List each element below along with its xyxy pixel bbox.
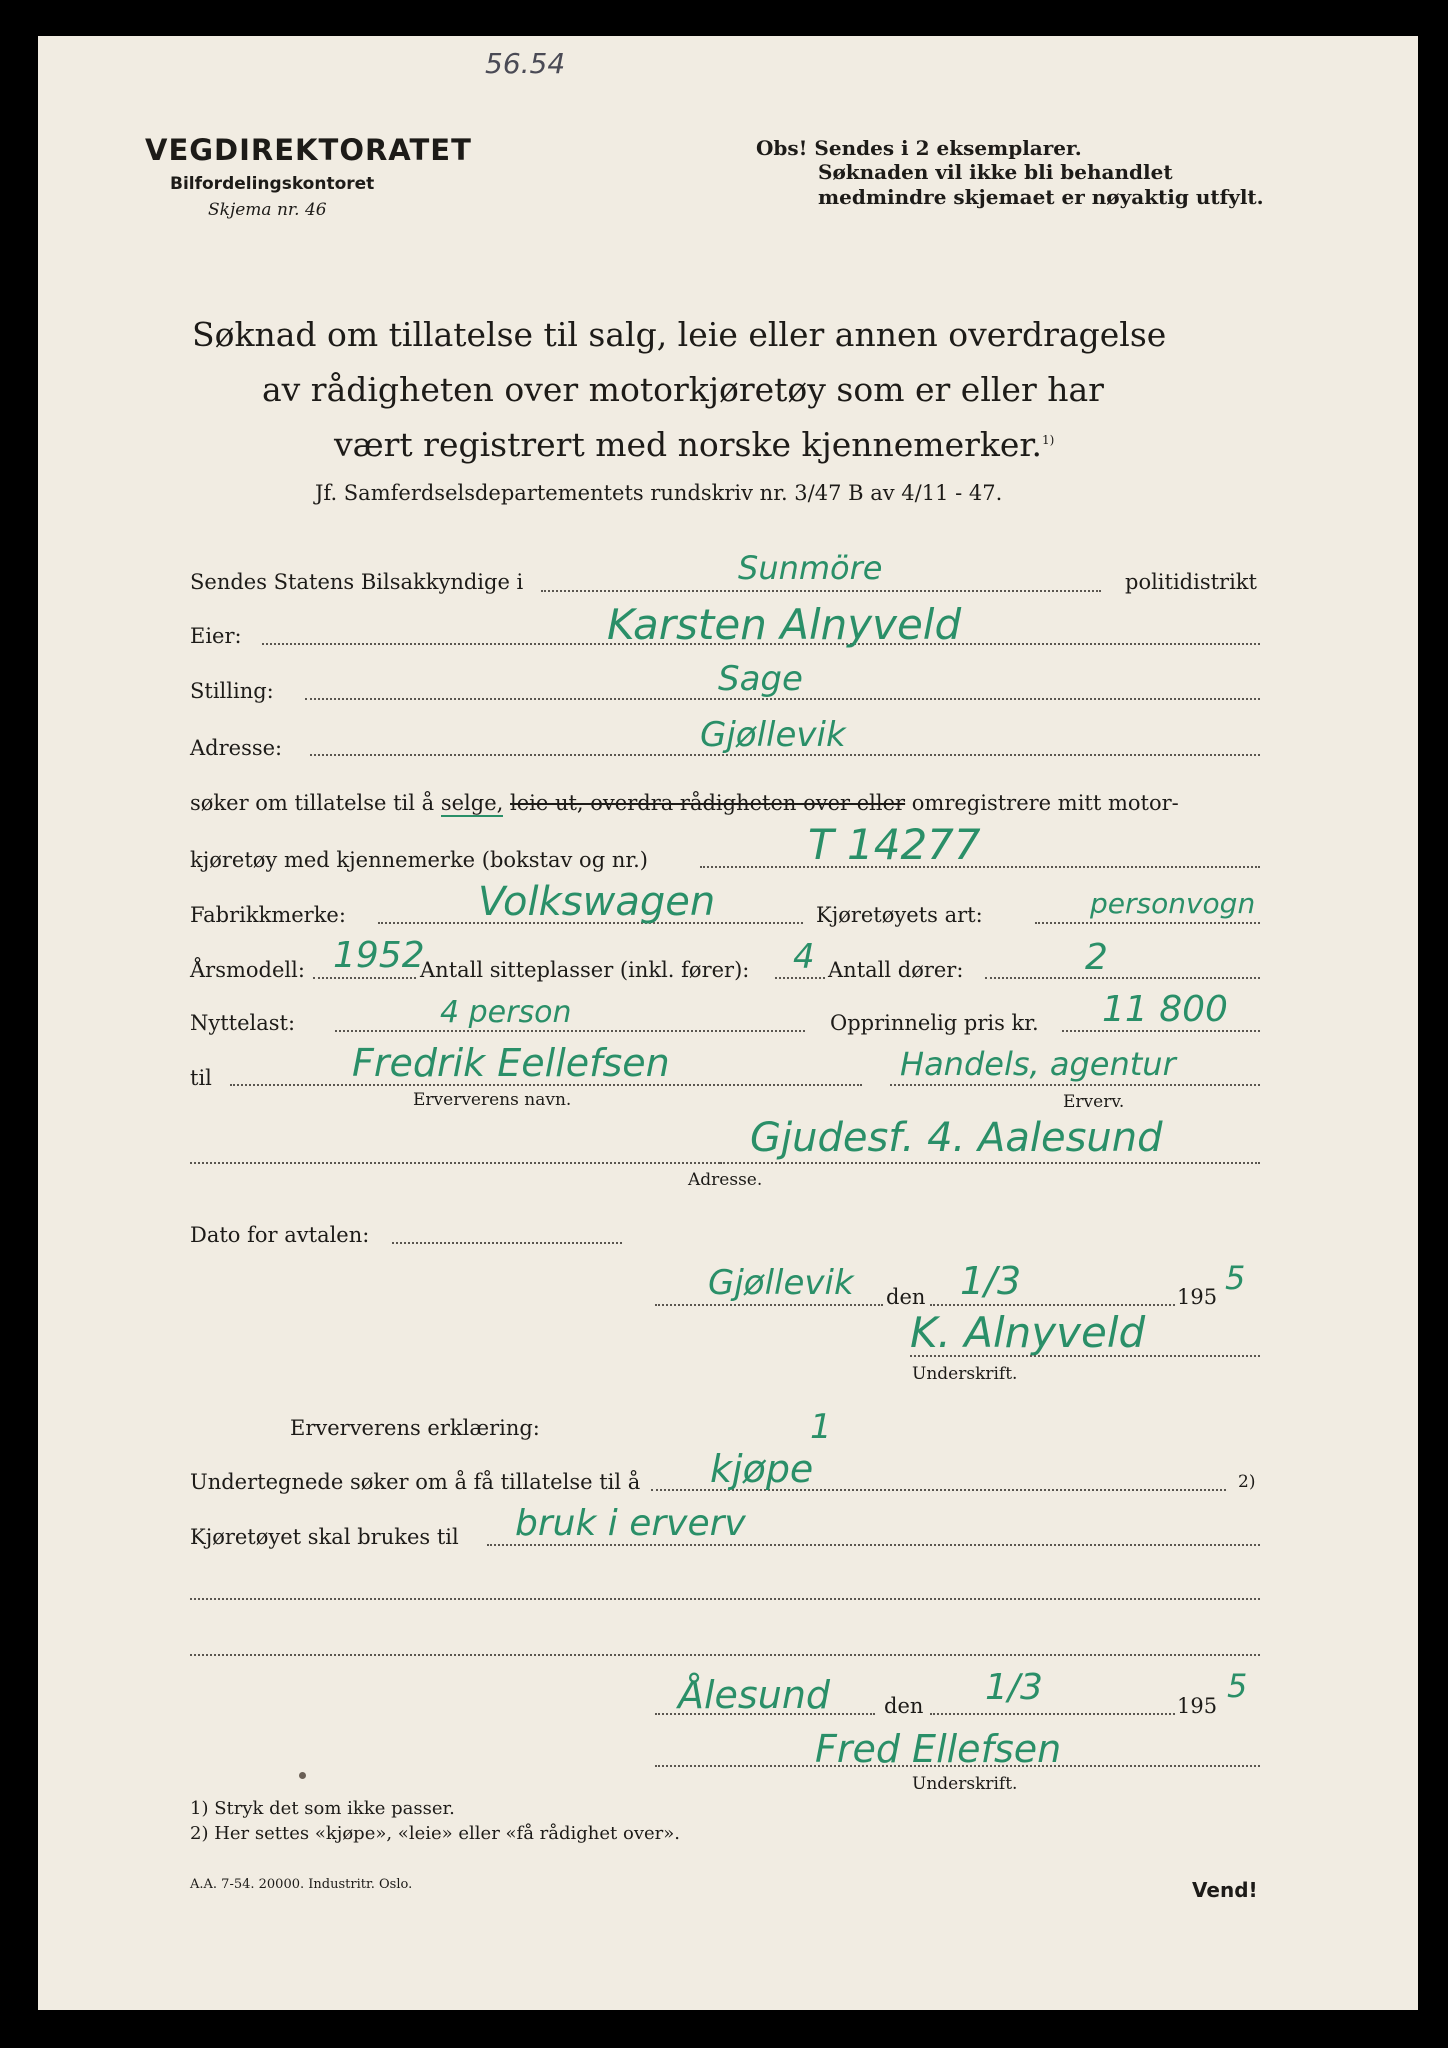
label-sitteplasser: Antall sitteplasser (inkl. fører): <box>420 958 750 982</box>
label-soker-struck: leie ut, overdra rådigheten over eller <box>510 791 906 815</box>
paper-speck <box>299 1772 306 1779</box>
value-erverver-navn: Fredrik Eellefsen <box>352 1041 670 1085</box>
label-pris: Opprinnelig pris kr. <box>830 1011 1039 1035</box>
label-stilling: Stilling: <box>190 679 274 703</box>
line-erverver-adresse-right[interactable] <box>720 1162 1260 1164</box>
line-dorer[interactable] <box>985 977 1260 979</box>
line-nyttelast[interactable] <box>335 1030 805 1032</box>
line-dato-dag[interactable] <box>930 1304 1175 1306</box>
caption-adresse: Adresse. <box>688 1170 763 1190</box>
footnote-1: 1) Stryk det som ikke passer. <box>190 1798 455 1819</box>
value-arsmodell: 1952 <box>333 935 425 976</box>
line-extra-1[interactable] <box>190 1598 1260 1600</box>
vend-label: Vend! <box>1192 1878 1258 1902</box>
obs-line-2: Søknaden vil ikke bli behandlet <box>818 160 1173 184</box>
printer-imprint: A.A. 7-54. 20000. Industritr. Oslo. <box>190 1877 413 1892</box>
label-soker-line <box>190 793 1179 814</box>
caption-underskrift: Underskrift. <box>912 1364 1018 1384</box>
line-erverver-adresse-left[interactable] <box>190 1162 720 1164</box>
label-soker-a: søker om tillatelse til å <box>190 791 435 815</box>
value-kjennemerke: T 14277 <box>808 820 981 869</box>
label-arsmodell: Årsmodell: <box>190 958 305 982</box>
line-extra-2[interactable] <box>190 1654 1260 1656</box>
value-adresse: Gjøllevik <box>700 715 846 755</box>
line-brukes[interactable] <box>487 1544 1260 1546</box>
line-underskrift-2[interactable] <box>655 1765 1260 1767</box>
label-year-2: 195 <box>1177 1694 1218 1718</box>
label-til: til <box>190 1066 212 1090</box>
line-arsmodell[interactable] <box>313 977 416 979</box>
line-distrikt[interactable] <box>541 590 1101 592</box>
line-dato[interactable] <box>392 1242 622 1244</box>
value-fabrikkmerke: Volkswagen <box>478 879 716 925</box>
value-kjope-mark: 1 <box>810 1407 832 1447</box>
value-eier: Karsten Alnyveld <box>607 600 962 649</box>
value-erverv: Handels, agentur <box>900 1045 1176 1083</box>
form-number: Skjema nr. 46 <box>208 200 327 220</box>
obs-line-1: Obs! Sendes i 2 eksemplarer. <box>756 136 1082 160</box>
title-line-1: Søknad om tillatelse til salg, leie eller annen overdragelse <box>192 315 1167 354</box>
label-soker-selge: selge, <box>440 791 504 815</box>
label-adresse: Adresse: <box>190 736 283 760</box>
value-dato: 1/3 <box>960 1259 1022 1303</box>
line-underskrift[interactable] <box>910 1355 1260 1357</box>
label-brukes: Kjøretøyet skal brukes til <box>190 1525 459 1549</box>
value-kjope: kjøpe <box>710 1447 814 1491</box>
value-year-digit-2: 5 <box>1227 1667 1248 1705</box>
label-den: den <box>886 1285 926 1309</box>
caption-erverv: Erverv. <box>1063 1092 1125 1112</box>
line-pris[interactable] <box>1062 1030 1260 1032</box>
value-pris: 11 800 <box>1102 989 1228 1030</box>
title-subtitle: Jf. Samferdselsdepartementets rundskriv nr. 3/47 B av 4/11 - 47. <box>315 481 1003 505</box>
line-erverv[interactable] <box>890 1084 1260 1086</box>
label-dato: Dato for avtalen: <box>190 1223 370 1247</box>
label-art: Kjøretøyets art: <box>816 903 983 927</box>
value-nyttelast: 4 person <box>440 995 572 1030</box>
caption-underskrift-2: Underskrift. <box>912 1774 1018 1794</box>
org-name: VEGDIREKTORATET <box>145 133 472 167</box>
label-den-2: den <box>884 1694 924 1718</box>
label-eier: Eier: <box>190 624 242 648</box>
value-sted-2: Ålesund <box>678 1673 831 1717</box>
value-dorer: 2 <box>1085 937 1108 978</box>
value-erverver-adresse: Gjudesf. 4. Aalesund <box>750 1115 1163 1161</box>
signature-buyer: Fred Ellefsen <box>815 1727 1062 1771</box>
corner-pencil-note: 56.54 <box>485 47 566 80</box>
value-sitteplasser: 4 <box>793 937 815 977</box>
footnote-ref-1: 1) <box>1042 433 1055 447</box>
obs-line-3: medmindre skjemaet er nøyaktig utfylt. <box>818 185 1264 209</box>
title-line-3: vært registrert med norske kjennemerker.$^{1)}$ <box>334 425 1055 464</box>
signature-owner: K. Alnyveld <box>910 1308 1146 1357</box>
label-nyttelast: Nyttelast: <box>190 1011 296 1035</box>
value-distrikt: Sunmöre <box>738 549 883 587</box>
label-undertegnede: Undertegnede søker om å få tillatelse til å <box>190 1470 641 1494</box>
value-sted: Gjøllevik <box>708 1263 854 1303</box>
office-name: Bilfordelingskontoret <box>170 174 375 194</box>
label-politidistrikt: politidistrikt <box>1125 570 1257 594</box>
line-dato-dag-2[interactable] <box>930 1713 1175 1715</box>
value-art: personvogn <box>1090 887 1256 920</box>
value-dato-2: 1/3 <box>985 1667 1043 1708</box>
label-dorer: Antall dører: <box>828 958 964 982</box>
caption-erververens-navn: Erververens navn. <box>413 1090 572 1110</box>
label-erklaering: Erververens erklæring: <box>290 1416 540 1440</box>
value-stilling: Sage <box>718 659 803 699</box>
line-sitteplasser[interactable] <box>775 977 825 979</box>
label-year: 195 <box>1177 1285 1218 1309</box>
label-sendes: Sendes Statens Bilsakkyndige i <box>190 570 524 594</box>
value-bruk: bruk i erverv <box>515 1503 746 1544</box>
value-year-digit: 5 <box>1225 1259 1246 1297</box>
label-kjennemerke: kjøretøy med kjennemerke (bokstav og nr.) <box>190 848 648 872</box>
label-soker-b: omregistrere mitt motor- <box>911 791 1179 815</box>
footnote-ref-2: 2) <box>1238 1472 1256 1492</box>
line-art[interactable] <box>1035 922 1260 924</box>
title-line-2: av rådigheten over motorkjøretøy som er eller har <box>262 370 1104 409</box>
line-sted[interactable] <box>655 1304 883 1306</box>
label-fabrikkmerke: Fabrikkmerke: <box>190 903 346 927</box>
footnote-2: 2) Her settes «kjøpe», «leie» eller «få rådighet over». <box>190 1823 680 1844</box>
